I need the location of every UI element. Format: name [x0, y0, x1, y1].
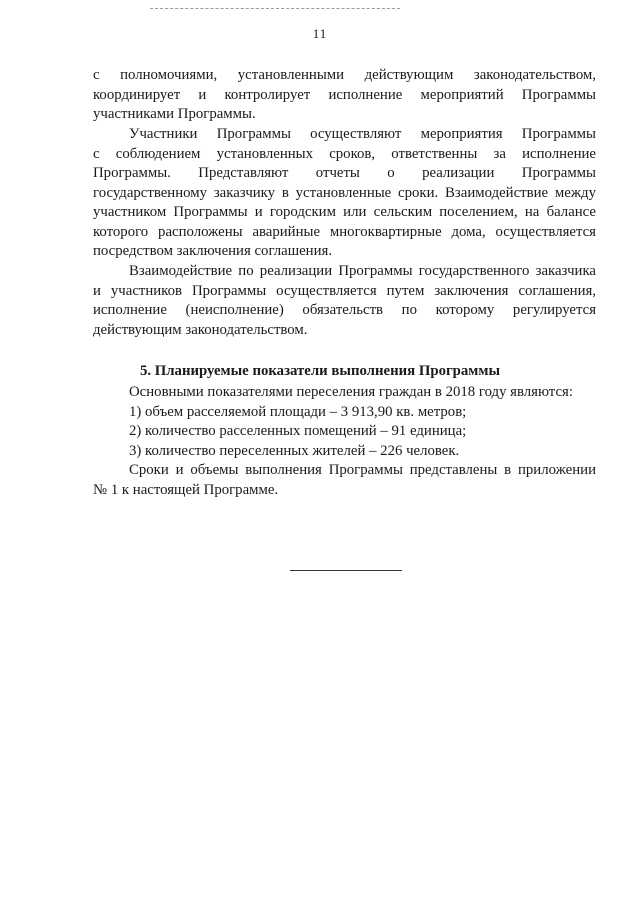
paragraph-2-line-4: государственному заказчику в установленные сроки. Взаимодействие между [93, 184, 596, 201]
paragraph-3-line-2: и участников Программы осуществляется путем заключения соглашения, [93, 282, 596, 299]
paragraph-1-line-3: участниками Программы. [93, 106, 256, 122]
closing-line-1: Сроки и объемы выполнения Программы представлены в приложении [129, 462, 596, 478]
paragraph-2-line-2: с соблюдением установленных сроков, ответственны за исполнение [93, 145, 596, 162]
paragraph-2 [93, 125, 596, 262]
paragraph-3-line-3: исполнение (неисполнение) обязательств по которому регулируется [93, 302, 596, 318]
indicator-item-1: 1) объем расселяемой площади – 3 913,90 кв. метров; [129, 403, 467, 420]
section-5-body [93, 383, 596, 500]
paragraph-2-line-7: посредством заключения соглашения. [93, 243, 333, 259]
indicator-item-2: 2) количество расселенных помещений – 91 единица; [129, 423, 467, 439]
paragraph-1-line-1: с полномочиями, установленными действующим законодательством, [93, 67, 596, 83]
paragraph-3-line-1: Взаимодействие по реализации Программы государственного заказчика [129, 263, 596, 279]
end-separator-rule [290, 570, 402, 571]
paragraph-2-line-1: Участники Программы осуществляют мероприятия Программы [129, 126, 596, 142]
paragraph-1-line-2: координирует и контролирует исполнение мероприятий Программы [93, 86, 596, 103]
section-5-heading: 5. Планируемые показатели выполнения Программы [139, 363, 501, 379]
paragraph-2-line-6: которого расположены аварийные многоквартирные дома, осуществляется [93, 223, 596, 240]
section-5-intro: Основными показателями переселения граждан в 2018 году являются: [129, 384, 573, 400]
closing-line-2: № 1 к настоящей Программе. [93, 481, 279, 498]
top-scan-rule [150, 8, 400, 9]
paragraph-3 [93, 262, 596, 340]
paragraph-3-line-4: действующим законодательством. [93, 321, 308, 338]
paragraph-1 [93, 66, 596, 125]
paragraph-2-line-3: Программы. Представляют отчеты о реализации Программы [93, 165, 596, 181]
page-number: 11 [312, 26, 328, 41]
paragraph-2-line-5: участником Программы и городским или сельским поселением, на балансе [93, 204, 596, 220]
indicator-item-3: 3) количество переселенных жителей – 226 человек. [129, 442, 460, 459]
